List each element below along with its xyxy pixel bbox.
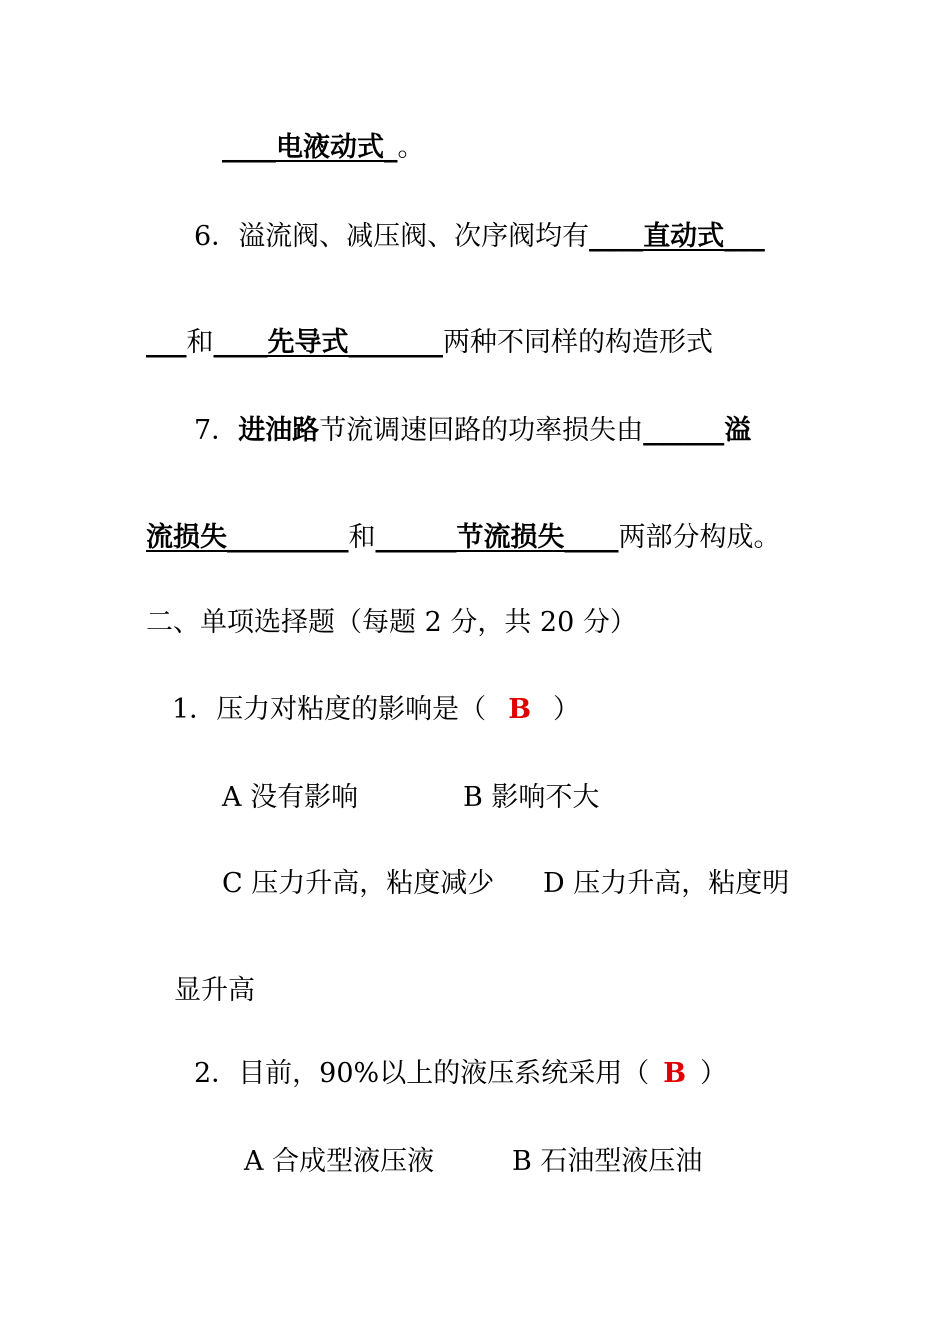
mc1-option-d-cont: [174, 973, 255, 1009]
answer-text: 溢: [724, 415, 752, 446]
mc1-question: [172, 692, 580, 728]
option-text: 显升高: [174, 975, 255, 1006]
blank: ____: [589, 221, 644, 252]
mc2-question: [194, 1056, 727, 1092]
close-paren: ）: [700, 1058, 728, 1089]
blank: ___: [146, 327, 187, 358]
section-title: 二、单项选择题（每题 2 分，共 20 分）: [146, 607, 637, 638]
question-text: 节流调速回路的功率损失由: [319, 415, 644, 446]
question-number: 7．: [194, 415, 239, 446]
q6-line-2: [146, 325, 713, 361]
question-number: 6．: [194, 221, 239, 252]
close-paren: ）: [553, 694, 581, 725]
option-text: B 影响不大: [463, 782, 600, 813]
blank: _________: [227, 522, 349, 553]
option-text: D 压力升高，粘度明: [543, 868, 790, 899]
mc1-option-a: [222, 780, 358, 816]
question-text: 压力对粘度的影响是（: [216, 694, 487, 725]
mc2-option-b: [512, 1144, 702, 1180]
question-number: 2．: [194, 1058, 239, 1089]
option-text: A 没有影响: [222, 782, 359, 813]
punctuation: 。: [397, 132, 425, 163]
option-text: B 石油型液压油: [512, 1146, 703, 1177]
question-text: 两部分构成。: [618, 522, 781, 553]
blank: ____: [213, 327, 268, 358]
answer-text: 进油路: [238, 415, 320, 446]
question-text: 溢流阀、减压阀、次序阀均有: [238, 221, 590, 252]
q7-line-1: [194, 413, 751, 449]
conjunction: 和: [348, 522, 376, 553]
answer-letter: B: [508, 694, 532, 725]
section-heading: [146, 605, 637, 641]
q7-line-2: [146, 520, 781, 556]
answer-text: 电液动式: [276, 132, 384, 163]
blank: _: [384, 132, 398, 163]
option-text: A 合成型液压液: [244, 1146, 435, 1177]
blank: ___: [724, 221, 765, 252]
question-text: 目前，90%以上的液压系统采用（: [238, 1058, 650, 1089]
question-number: 1．: [172, 694, 217, 725]
answer-text: 直动式: [643, 221, 725, 252]
question-text: 两种不同样的构造形式: [443, 327, 713, 358]
blank: _______: [348, 327, 443, 358]
q6-line-1: [194, 219, 765, 255]
blank: ______: [375, 522, 457, 553]
mc1-option-b: [463, 780, 599, 816]
mc2-option-a: [244, 1144, 434, 1180]
answer-letter: B: [663, 1058, 687, 1089]
blank: ______: [643, 415, 725, 446]
mc1-option-d: [543, 866, 789, 902]
blank: ____: [564, 522, 619, 553]
blank: ____: [222, 132, 276, 163]
mc1-option-c: [222, 866, 494, 902]
answer-text: 先导式: [267, 327, 349, 358]
answer-text: 节流损失: [456, 522, 565, 553]
option-text: C 压力升高，粘度减少: [222, 868, 495, 899]
answer-text: 流损失: [146, 522, 227, 553]
q5-answer-line: [222, 130, 425, 166]
conjunction: 和: [186, 327, 214, 358]
